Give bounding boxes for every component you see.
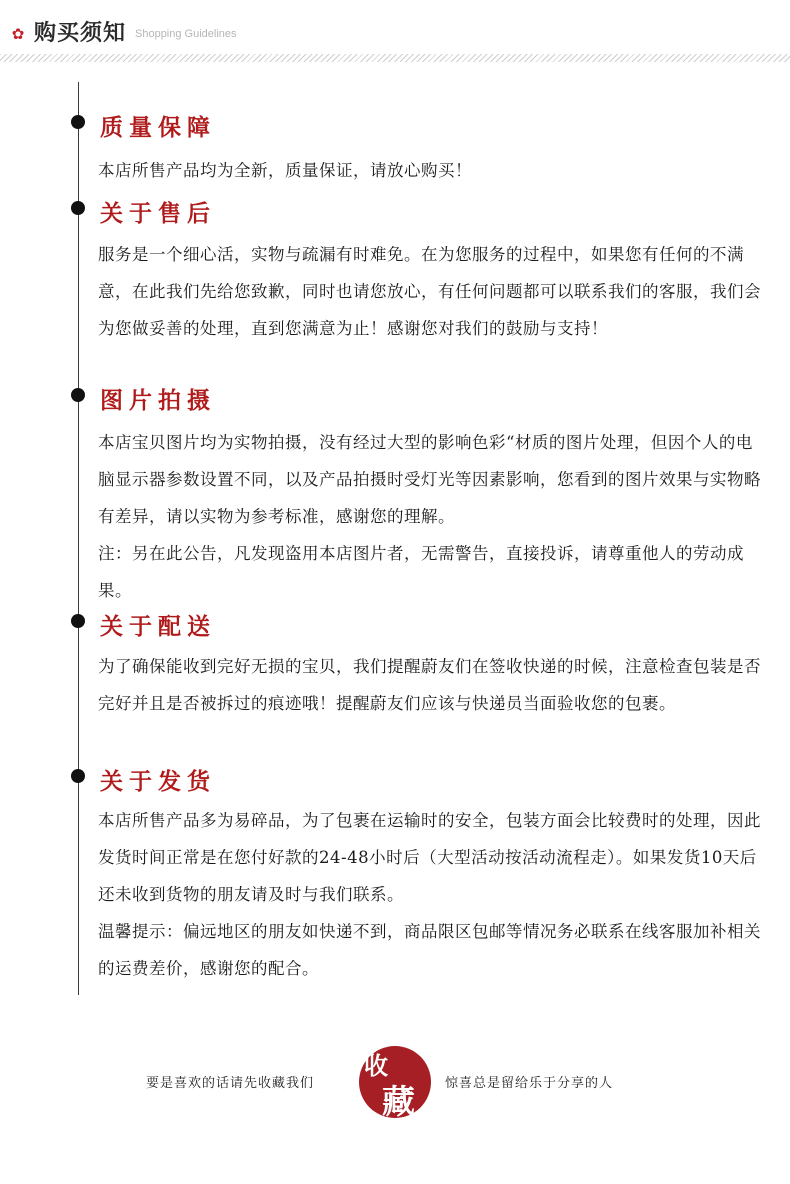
page-title: 购买须知 xyxy=(34,20,127,46)
paragraph: 为了确保能收到完好无损的宝贝，我们提醒蔚友们在签收快递的时候，注意检查包装是否完好并且是否被拆过的痕迹哦！提醒蔚友们应该与快递员当面验收您的包裹。 xyxy=(98,657,761,713)
timeline-dot xyxy=(71,388,85,402)
paragraph: 注：另在此公告，凡发现盗用本店图片者，无需警告，直接投诉，请尊重他人的劳动成果。 xyxy=(98,544,744,600)
paragraph: 服务是一个细心活，实物与疏漏有时难免。在为您服务的过程中，如果您有任何的不满意，在此我们先给您致歉，同时也请您放心，有任何问题都可以联系我们的客服，我们会为您做妥善的处理，直到您满意为止！感谢您对我们的鼓励与支持！ xyxy=(98,245,761,338)
timeline-line xyxy=(78,82,79,995)
paragraph: 本店所售产品多为易碎品，为了包裹在运输时的安全，包装方面会比较费时的处理，因此发货时间正常是在您付好款的24-48小时后（大型活动按活动流程走）。如果发货10天后还未收到货物的朋友请及时与我们联系。 xyxy=(98,811,761,904)
seal-char-1: 收 xyxy=(364,1051,388,1080)
section-body xyxy=(98,152,763,189)
paragraph: 温馨提示：偏远地区的朋友如快递不到，商品限区包邮等情况务必联系在线客服加补相关的运费差价，感谢您的配合。 xyxy=(98,922,761,978)
hatched-divider xyxy=(0,54,790,62)
section-body xyxy=(98,648,763,722)
page-header xyxy=(0,0,790,68)
footer-left-text: 要是喜欢的话请先收藏我们 xyxy=(146,1076,315,1091)
paragraph: 本店所售产品均为全新，质量保证，请放心购买！ xyxy=(98,161,472,180)
timeline-dot xyxy=(71,769,85,783)
section-title: 图片拍摄 xyxy=(100,387,216,414)
flower-icon: ✿ xyxy=(11,25,25,43)
section-title: 关于发货 xyxy=(100,768,216,795)
timeline-dot xyxy=(71,614,85,628)
timeline-dot xyxy=(71,115,85,129)
page-subtitle: Shopping Guidelines xyxy=(135,28,237,40)
paragraph: 本店宝贝图片均为实物拍摄，没有经过大型的影响色彩“材质的图片处理，但因个人的电脑显示器参数设置不同，以及产品拍摄时受灯光等因素影响，您看到的图片效果与实物略有差异，请以实物为参考标准，感谢您的理解。 xyxy=(98,433,761,526)
section-title: 关于售后 xyxy=(100,200,216,227)
section-body xyxy=(98,424,763,609)
footer-right-text: 惊喜总是留给乐于分享的人 xyxy=(445,1076,614,1091)
section-body xyxy=(98,236,763,347)
seal-char-2: 藏 xyxy=(382,1082,415,1121)
section-title: 质量保障 xyxy=(100,114,216,141)
section-body xyxy=(98,802,763,987)
section-title: 关于配送 xyxy=(100,613,216,640)
timeline-dot xyxy=(71,201,85,215)
